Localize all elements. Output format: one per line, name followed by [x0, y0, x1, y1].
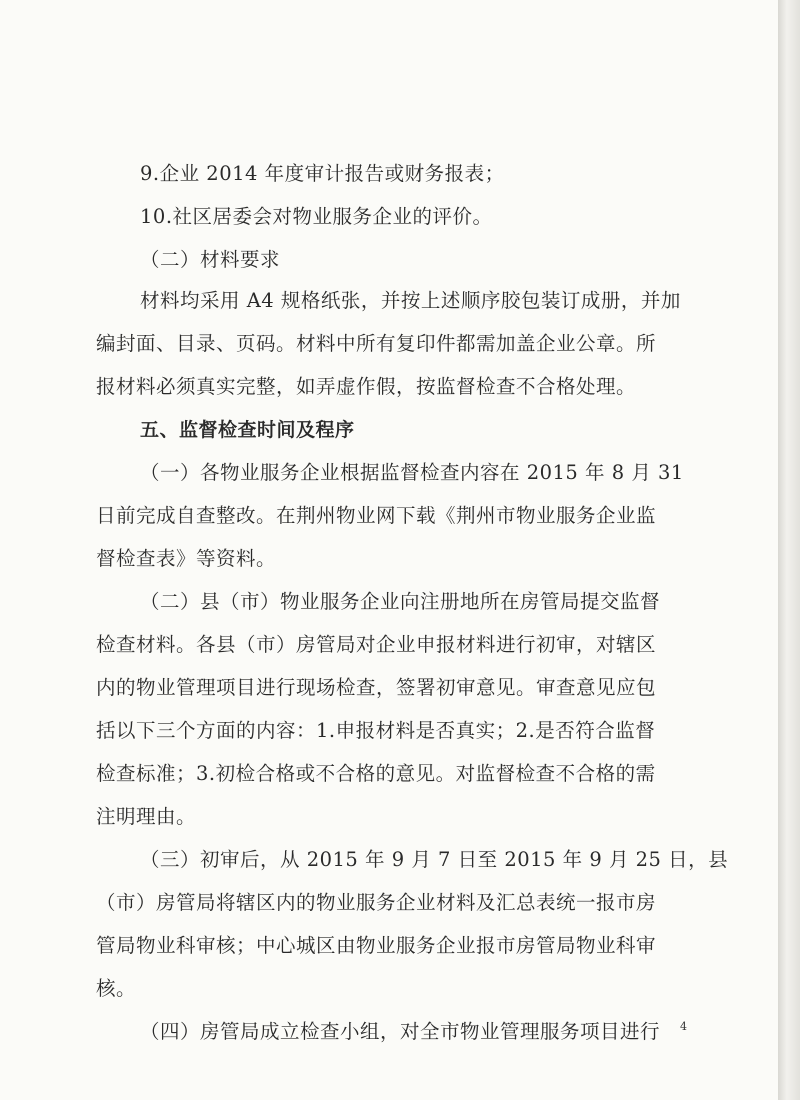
paragraph-line: （市）房管局将辖区内的物业服务企业材料及汇总表统一报市房	[96, 891, 657, 914]
paragraph-line: 检查标准；3.初检合格或不合格的意见。对监督检查不合格的需	[96, 762, 656, 785]
list-item-9: 9.企业 2014 年度审计报告或财务报表；	[140, 162, 505, 185]
page-number: 4	[680, 1020, 687, 1033]
paragraph-line: 管局物业科审核；中心城区由物业服务企业报市房管局物业科审	[96, 934, 657, 957]
paragraph-line: （四）房管局成立检查小组，对全市物业管理服务项目进行	[140, 1020, 661, 1043]
section-heading-five: 五、监督检查时间及程序	[140, 419, 355, 441]
paragraph-line: 检查材料。各县（市）房管局对企业申报材料进行初审，对辖区	[96, 633, 657, 656]
paragraph-line: 督检查表》等资料。	[96, 547, 277, 570]
list-item-10: 10.社区居委会对物业服务企业的评价。	[140, 205, 493, 228]
subheading-material-requirements: （二）材料要求	[140, 248, 281, 271]
paragraph-line: 括以下三个方面的内容：1.申报材料是否真实；2.是否符合监督	[96, 719, 656, 742]
paragraph-line: 编封面、目录、页码。材料中所有复印件都需加盖企业公章。所	[96, 332, 657, 355]
paragraph-line: 注明理由。	[96, 805, 197, 828]
paragraph-line: 内的物业管理项目进行现场检查，签署初审意见。审查意见应包	[96, 676, 657, 699]
paragraph-line: 材料均采用 A4 规格纸张，并按上述顺序胶包装订成册，并加	[140, 289, 681, 312]
scan-edge	[778, 0, 800, 1100]
paragraph-line: 日前完成自查整改。在荆州物业网下载《荆州市物业服务企业监	[96, 504, 657, 527]
paragraph-line: （三）初审后，从 2015 年 9 月 7 日至 2015 年 9 月 25 日，县	[140, 848, 729, 871]
paragraph-line: 报材料必须真实完整，如弄虚作假，按监督检查不合格处理。	[96, 375, 637, 398]
paragraph-line: （一）各物业服务企业根据监督检查内容在 2015 年 8 月 31	[140, 461, 684, 484]
paragraph-line: （二）县（市）物业服务企业向注册地所在房管局提交监督	[140, 590, 661, 613]
paragraph-line: 核。	[96, 977, 137, 1000]
